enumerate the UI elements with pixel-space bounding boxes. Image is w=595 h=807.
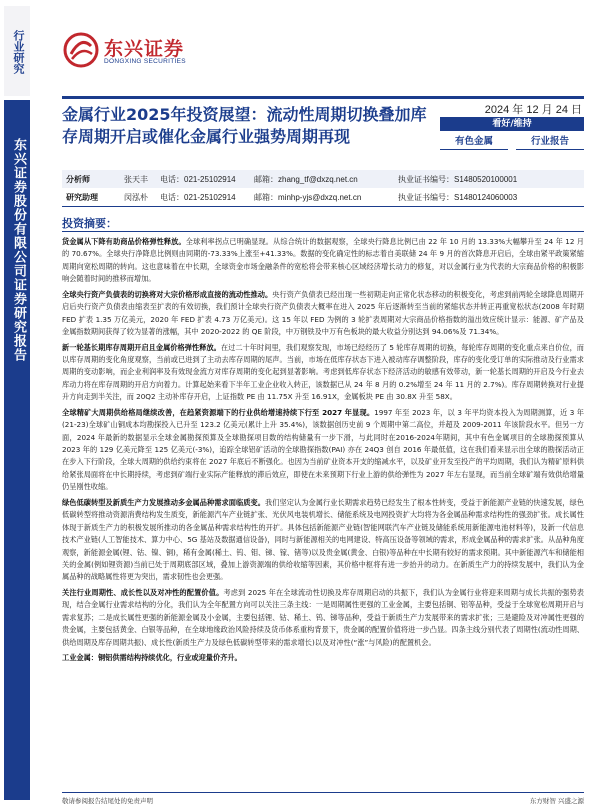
analyst-phone: 电话：021-25102914 (160, 175, 236, 184)
logo-name-cn: 东兴证券 (104, 38, 185, 60)
analyst-role: 研究助理 (66, 193, 98, 202)
report-date: 2024 年 12 月 24 日 (484, 104, 582, 116)
footer-divider (62, 792, 584, 793)
paragraph-lead: 关注行业周期性、成长性以及对冲性的配置价值。 (62, 587, 224, 597)
paragraph-text: 全球利率拐点已明确显现。从综合统计的数据观察，全球央行降息比例已由 22 年 10 月的 13.33%大幅攀升至 24 年 12 月的 70.67%。全球央行净降息比例则由同期的-73.33%上涨至+41.33%。数据的变化确定性的标志着自美联储 24 年 9 月的首次降息开启后，全球由紧平政策紧缩周期向宽松周期的转向。这也意味着在中长期，全球资金市场金融条件的宽松将会带来核心区域经济增长动力的修复，对以金属行业为代表的大宗商品价格的积极影响会随着时间的推移而增加。 (62, 237, 584, 284)
analyst-role: 分析师 (66, 175, 90, 184)
side-company-label: 东兴证券股份有限公司证券研究报告 (11, 138, 26, 362)
company-logo (62, 32, 222, 68)
analyst-phone: 电话：021-25102914 (160, 193, 236, 202)
paragraph-lead: 全球精矿大周期供给格局继续改善，在趋紧资源端下的行业供给增速持续下行至 2027 年显现。 (62, 407, 375, 417)
tag-report-type: 行业报告 (516, 134, 584, 150)
summary-paragraph (62, 289, 584, 339)
summary-heading: 投资摘要： (62, 217, 117, 230)
analyst-email: 邮箱：zhang_tf@dxzq.net.cn (254, 175, 358, 184)
analyst-name: 闵泓朴 (124, 193, 148, 202)
side-category-label: 行业研究 (12, 30, 25, 74)
paragraph-lead: 绿色低碳转型及新质生产力发展推动多金属品种需求面临质变。 (62, 497, 266, 507)
header-divider (62, 96, 584, 99)
paragraph-lead: 新一轮基长期库存周期开启且金属价格弹性释放。 (62, 342, 221, 352)
report-title: 金属行业2025年投资展望：流动性周期切换叠加库存周期开启或催化金属行业强势周期再现 (62, 105, 427, 146)
side-band (0, 0, 34, 807)
paragraph-lead: 全球央行资产负债表的切换将对大宗价格形成直接的流动性推动。 (62, 289, 273, 299)
summary-paragraph (62, 236, 584, 286)
summary-paragraph (62, 342, 584, 404)
paragraph-text: 央行资产负债表已经出现一些初期走向正常化状态移动的积极变化，考虑到前两轮全球降息周期开启后央行资产负债表由缩表至扩表的有效切换，我们预计全球央行资产负债表大概率在进入 2025 年后逐渐转至当前的紧缩状态并转正再重宽松状态(2008 年时期 FED 扩表 1.35 万亿美元，2020 年 FED 扩表 4.73 万亿美元)。这 15 年以 FED 为例的 3 轮扩表周期对大宗商品价格指数的溢出效应统计显示：能源、矿产品及金属指数期间获得了较为显著的涨幅，其中 2020-2022 的 QE 阶段，中万钢铁及中万有色板块的最大收益分别达到 94.06%及 71.34%。 (62, 289, 584, 337)
analyst-name: 张天丰 (124, 175, 148, 184)
paragraph-lead: 货金属从下降有助商品价格弹性释放。 (62, 237, 186, 246)
analyst-email: 邮箱：minhp-yjs@dxzq.net.cn (254, 193, 362, 202)
analyst-row (62, 188, 584, 206)
analyst-row (62, 170, 584, 188)
tag-row (440, 134, 584, 150)
logo-name-en: DONGXING SECURITIES (104, 58, 186, 65)
footer-slogan: 东方财智 兴盛之源 (529, 797, 584, 805)
paragraph-lead: 工业金属：铜铝供需结构持续优化，行业或迎量价齐升。 (62, 653, 242, 663)
disclaimer-note: 敬请参阅报告结尾处的免责声明 (62, 797, 153, 805)
paragraph-text: 我们坚定认为金属行业长期需求趋势已经发生了根本性转变，受益于新能源产业链的快速发展，绿色低碳转型将推动资源消费结构发生质变，新能源汽车产业链扩张、光伏风电装机增长、储能系统及电网投资扩大均将为各金属品种需求结构性的强劲扩张。成长属性体现于新质生产力的积极发展所推动的各金属品种需求结构性的开扩。具体包括新能源产业链(智能网联汽车产业链及储能系统用新能源电池材料等)，及新一代信息技术产业链(人工智能技术、算力中心、5G 基站及数据通信设备)，同时与新能源相关的电网建设、特高压设备等领域的需求，形成金属品种的需求扩张。从品种角度观察，新能源金属(锂、钴、镍、铜)，稀有金属(稀土、钨、钼、锑、镓、锗等)以及贵金属(黄金、白银)等品种在中长期有较好的需求预期。其中新能源汽车和储能相关的金属(例如锂资源)当前已处于周期底部区域，叠加上游资源端的供给收缩等因素，其价格中枢将有进一步抬升的动力。在新质生产力的持续发展中，我们认为金属品种的战略属性将更为突出，需求韧性也会更强。 (62, 497, 584, 582)
summary-paragraph (62, 497, 584, 584)
rating-badge: 看好/维持 (440, 117, 584, 131)
logo-mark-icon (62, 32, 100, 68)
paragraph-text: 1997 年至 2023 年，以 3 年平均资本投入为周期测算，近 3 年(21-23)全球矿山铜成本均勘探投入已升至 123.2 亿美元(累计上升 35.4%)，该数据创历史前 9 个周期中第二高位，并超及 2009-2011 年该阶段水平。但另一方面，2024 年最新的数据显示全球金属勘探预算及全球勘探项目数的结构储量有一步下滑，与此同时在2016-2024年期间，其中有色金属项目的全球勘探预算从 2023 年的 129 亿美元降至 125 亿美元(-3%)，追踪全球铝矿活动的全球勘探指数(PAI) 亦在 24Q3 创自 2016 年最低值，这在我们看来显示出全球的勘探活动正在步入下行阶段，全球大周期的供给约束将在 2027 年底后不断强化。也因为当前矿业资本开支的缩减水平，以及矿业开发至投产的平均周期，我们认为精矿原料供给紧张局面将在中长期持续，考虑到矿端行业实际产能释放的滞后效应，即使在未来预期下行业上游的供给弹性为 2027 年左右显现，而当前全球矿端有效供给增量仍呈刚性收缩。 (62, 407, 584, 492)
analyst-cert: 执业证书编号：S1480124060003 (398, 193, 518, 202)
summary-paragraph (62, 407, 584, 494)
summary-paragraph (62, 652, 584, 664)
summary-paragraph (62, 587, 584, 649)
paragraph-text: 在过二十年时间里，我们观察发现，市场已经经历了 5 轮库存周期的切换，每轮库存周期的变化重点来自价位，而以库存周期的变化角度观察，当前或已进到了主动去库存周期的尾声。当前，市场在低库存状态下进入被动库存调整阶段，库存的变化受订单的实际推动及行业需求周期的变动影响，而企业利润率及有效现金流方对库存周期的变化起到显著影响。考虑到低库存状态下经济活动的敏感有效带动，新一轮基长周期的开启及今行业去库动力将在库存周期的开启方向着力。计算起始来看下半年工业企业收入转正，该数据已从 24 年 8 月的 0.2%增至 24 年 11 月的 2.7%)。库存周期转换对行业提升方向走到半关注，而 20Q2 主动补库存开启，上证指数 PE 由 11.75X 升至 16.91X，金属板块 PE 由 30.8X 升至 58X。 (62, 342, 584, 402)
tag-industry: 有色金属 (440, 134, 508, 150)
analyst-cert: 执业证书编号：S1480520100001 (398, 175, 518, 184)
summary-body (62, 236, 584, 668)
paragraph-text: 考虑到 2025 年在全球流动性切换及库存周期启动的共振下，我们认为金属行业将迎来周期与成长共振的强势表现，结合金属行业需求结构的分化，我们认为全年配置方向可以关注三条主线：一是周期属性更强的工业金属，主要包括铜、铝等品种，受益于全球宽松周期开启与需求复苏；二是成长属性更强的新能源金属及小金属，主要包括锂、钴、稀土、钨、锑等品种，受益于新质生产力发展带来的需求扩张；三是避险及对冲属性更强的贵金属，主要包括黄金、白银等品种，在全球地缘政治风险持续及货币体系重构背景下，贵金属的配置价值将进一步凸显。四条主线分别代表了周期性(流动性周期、供给周期及库存周期共振)、成长性(新质生产力及绿色低碳转型带来的需求增长)以及对冲性(“涨”与风险)的配置机会。 (62, 587, 584, 647)
analyst-divider (62, 206, 584, 207)
summary-divider (62, 231, 584, 232)
